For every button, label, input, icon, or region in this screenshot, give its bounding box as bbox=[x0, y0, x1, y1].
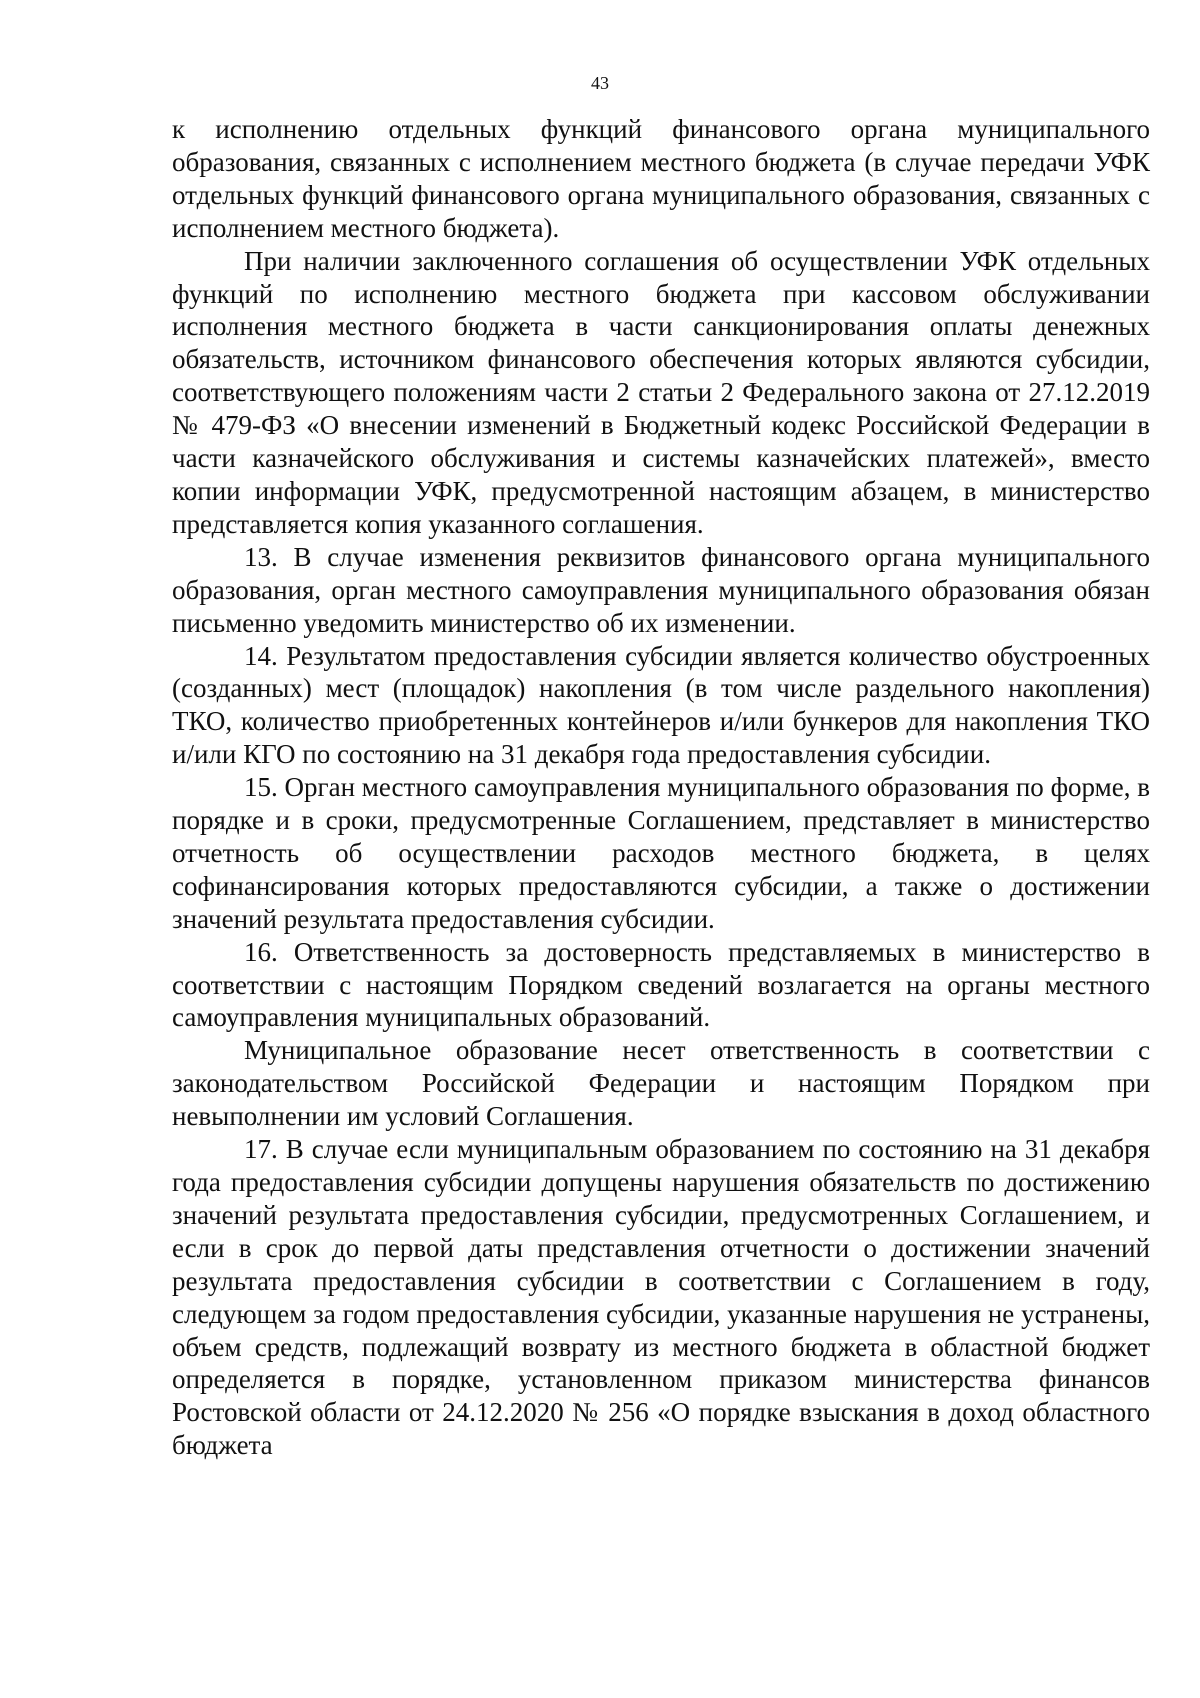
paragraph-item-15: 15. Орган местного самоуправления муниципального образования по форме, в порядке и в сроки, предусмотренные Соглашением, представляет в министерство отчетность об осуществлении расходов местного бюджета, в целях софинансирования которых предоставляются субсидии, а также о достижении значений результата предоставления субсидии. bbox=[172, 772, 1150, 934]
paragraph-item-16: 16. Ответственность за достоверность представляемых в министерство в соответствии с настоящим Порядком сведений возлагается на органы местного самоуправления муниципальных образований. bbox=[172, 936, 1150, 1033]
paragraph-item-13: 13. В случае изменения реквизитов финансового органа муниципального образования, орган местного самоуправления муниципального образования обязан письменно уведомить министерство об их изменении. bbox=[172, 541, 1150, 638]
paragraph: к исполнению отдельных функций финансового органа муниципального образования, связанных с исполнением местного бюджета (в случае передачи УФК отдельных функций финансового органа муниципального образования, связанных с исполнением местного бюджета). bbox=[172, 114, 1150, 243]
paragraph-item-17: 17. В случае если муниципальным образованием по состоянию на 31 декабря года предоставления субсидии допущены нарушения обязательств по достижению значений результата предоставления субсидии, предусмотренных Соглашением, и если в срок до первой даты представления отчетности о достижении значений результата предоставления субсидии в соответствии с Соглашением в году, следующем за годом предоставления субсидии, указанные нарушения не устранены, объем средств, подлежащий возврату из местного бюджета в областной бюджет определяется в порядке, установленном приказом министерства финансов Ростовской области от 24.12.2020 № 256 «О порядке взыскания в доход областного бюджета bbox=[172, 1134, 1150, 1461]
paragraph: При наличии заключенного соглашения об осуществлении УФК отдельных функций по исполнению местного бюджета при кассовом обслуживании исполнения местного бюджета в части санкционирования оплаты денежных обязательств, источником финансового обеспечения которых являются субсидии, соответствующего положениям части 2 статьи 2 Федерального закона от 27.12.2019 № 479-ФЗ «О внесении изменений в Бюджетный кодекс Российской Федерации в части казначейского обслуживания и системы казначейских платежей», вместо копии информации УФК, предусмотренной настоящим абзацем, в министерство представляется копия указанного соглашения. bbox=[172, 245, 1150, 539]
document-body bbox=[172, 113, 1150, 1462]
paragraph-item-14: 14. Результатом предоставления субсидии является количество обустроенных (созданных) мест (площадок) накопления (в том числе раздельного накопления) ТКО, количество приобретенных контейнеров и/или бункеров для накопления ТКО и/или КГО по состоянию на 31 декабря года предоставления субсидии. bbox=[172, 640, 1150, 770]
page-number: 43 bbox=[591, 73, 609, 93]
paragraph: Муниципальное образование несет ответственность в соответствии с законодательством Российской Федерации и настоящим Порядком при невыполнении им условий Соглашения. bbox=[172, 1035, 1150, 1132]
